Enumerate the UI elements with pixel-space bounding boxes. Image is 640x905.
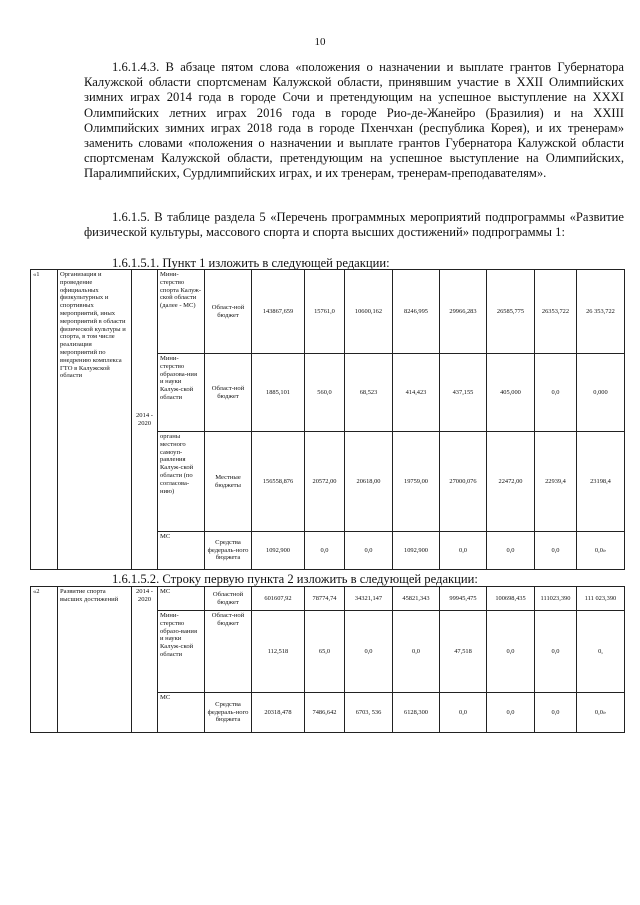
funding-source: Област-ной бюджет: [205, 611, 252, 693]
value-2014: 65,0: [305, 611, 345, 693]
value-total: 1092,900: [252, 532, 305, 570]
value-2017: 99945,475: [440, 587, 487, 611]
period: 2014 - 2020: [132, 587, 158, 733]
value-2018: 100698,435: [487, 587, 535, 611]
value-2017: 29966,283: [440, 270, 487, 354]
value-2014: 7486,642: [305, 693, 345, 733]
value-total: 1885,101: [252, 354, 305, 432]
value-2015: 0,0: [345, 611, 393, 693]
value-2015: 0,0: [345, 532, 393, 570]
value-2020: 0,: [577, 611, 625, 693]
value-2019: 0,0: [535, 611, 577, 693]
measure-name: Развитие спорта высших достижений: [58, 587, 132, 733]
value-2017: 47,518: [440, 611, 487, 693]
executor: Мини-стерство образо-вания и науки Калуж-ской области: [158, 611, 205, 693]
funding-source: Област-ной бюджет: [205, 270, 252, 354]
value-total: 601607,92: [252, 587, 305, 611]
funding-source: Средства федераль-ного бюджета: [205, 693, 252, 733]
value-total: 156558,876: [252, 432, 305, 532]
value-2015: 20618,00: [345, 432, 393, 532]
value-2018: 0,0: [487, 532, 535, 570]
value-2014: 0,0: [305, 532, 345, 570]
value-2015: 34321,147: [345, 587, 393, 611]
funding-source: Област-ной бюджет: [205, 354, 252, 432]
value-2016: 8246,995: [393, 270, 440, 354]
value-2017: 0,0: [440, 532, 487, 570]
executor: Мини-стерство образова-ния и науки Калуж-ской области: [158, 354, 205, 432]
value-2019: 0,0: [535, 354, 577, 432]
executor: Мини-стерство спорта Калуж-ской области (далее - МС): [158, 270, 205, 354]
value-2019: 22939,4: [535, 432, 577, 532]
value-2014: 78774,74: [305, 587, 345, 611]
value-2017: 437,155: [440, 354, 487, 432]
value-2015: 68,523: [345, 354, 393, 432]
value-2020: 23198,4: [577, 432, 625, 532]
executor: МС: [158, 532, 205, 570]
value-2016: 6128,300: [393, 693, 440, 733]
value-2016: 0,0: [393, 611, 440, 693]
value-2020: 0,0»: [577, 693, 625, 733]
executor: МС: [158, 587, 205, 611]
heading-2: 1.6.1.5.2. Строку первую пункта 2 изложить в следующей редакции:: [112, 572, 478, 586]
value-2018: 0,0: [487, 611, 535, 693]
value-2018: 405,000: [487, 354, 535, 432]
page-number: 10: [314, 36, 326, 48]
value-2015: 6703, 536: [345, 693, 393, 733]
value-2017: 27000,076: [440, 432, 487, 532]
value-2017: 0,0: [440, 693, 487, 733]
value-2016: 19759,00: [393, 432, 440, 532]
funding-source: Средства федераль-ного бюджета: [205, 532, 252, 570]
value-2016: 1092,900: [393, 532, 440, 570]
funding-source: Областной бюджет: [205, 587, 252, 611]
row-mark: «1: [31, 270, 58, 570]
value-total: 143867,659: [252, 270, 305, 354]
table-row: [31, 587, 625, 611]
value-2020: 111 023,390: [577, 587, 625, 611]
executor: органы местного самоуп-равления Калуж-ской области (по согласова-нию): [158, 432, 205, 532]
value-2018: 0,0: [487, 693, 535, 733]
value-2016: 414,423: [393, 354, 440, 432]
value-2018: 22472,00: [487, 432, 535, 532]
value-2015: 10600,162: [345, 270, 393, 354]
funding-source: Местные бюджеты: [205, 432, 252, 532]
value-2020: 26 353,722: [577, 270, 625, 354]
value-2014: 15761,0: [305, 270, 345, 354]
value-2019: 26353,722: [535, 270, 577, 354]
value-2019: 111023,390: [535, 587, 577, 611]
paragraph-1: 1.6.1.4.3. В абзаце пятом слова «положения о назначении и выплате грантов Губернатора Калужской области спортсменам Калужской области, принявшим участие в XXII Олимпийских зимних играх 2014 года в городе Сочи и претендующим на успешное выступление на XXXI Олимпийских летних играх 2016 года в городе Рио-де-Жанейро (Бразилия) и на XXIII Олимпийских зимних играх 2018 года в городе Пхенчхан (республика Корея), и их тренерам» заменить словами «положения о назначении и выплате грантов Губернатора Калужской области спортсменам Калужской области, претендующим на успешное выступление на Олимпийских, Паралимпийских, Сурдлимпийских играх, и их тренерам, тренерам-преподавателям».: [84, 60, 624, 181]
table-1: [30, 269, 625, 570]
value-2014: 20572,00: [305, 432, 345, 532]
table-2: [30, 586, 625, 733]
value-2020: 0,000: [577, 354, 625, 432]
value-2016: 45821,343: [393, 587, 440, 611]
value-2018: 26585,775: [487, 270, 535, 354]
measure-name: Организация и проведение официальных физкультурных и спортивных мероприятий, иных мероприятий в области физической культуры и спорта, в том числе реализация мероприятий по внедрению комплекса ГТО в Калужской области: [58, 270, 132, 570]
value-total: 112,518: [252, 611, 305, 693]
table-row: [31, 270, 625, 354]
period: 2014 - 2020: [132, 270, 158, 570]
row-mark: «2: [31, 587, 58, 733]
executor: МС: [158, 693, 205, 733]
heading-1: 1.6.1.5.1. Пункт 1 изложить в следующей редакции:: [112, 256, 390, 270]
value-total: 20318,478: [252, 693, 305, 733]
value-2019: 0,0: [535, 693, 577, 733]
paragraph-2: 1.6.1.5. В таблице раздела 5 «Перечень программных мероприятий подпрограммы «Развитие физической культуры, массового спорта и спорта высших достижений» подпрограммы 1:: [84, 210, 624, 240]
value-2014: 560,0: [305, 354, 345, 432]
value-2019: 0,0: [535, 532, 577, 570]
value-2020: 0,0»: [577, 532, 625, 570]
